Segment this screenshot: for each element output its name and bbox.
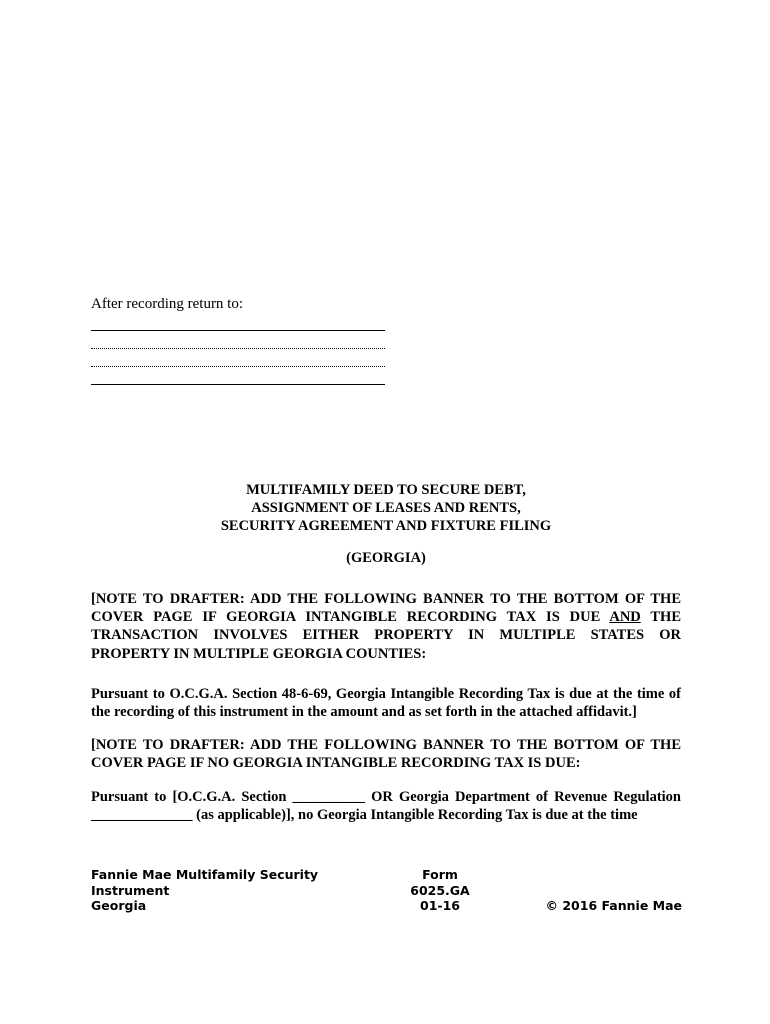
footer-copyright: © 2016 Fannie Mae: [545, 898, 682, 913]
return-address-line-2: [91, 348, 385, 349]
banner-tax-due: Pursuant to O.C.G.A. Section 48-6-69, Georgia Intangible Recording Tax is due at the time of the recording of this instrument in the amount and as set forth in the attached affidavit.]: [91, 686, 681, 721]
return-address-line-4: [91, 384, 385, 385]
title-line-1: MULTIFAMILY DEED TO SECURE DEBT,: [246, 482, 526, 498]
footer-left-line-2: Instrument: [91, 882, 170, 898]
note1-underlined-and: AND: [609, 609, 641, 626]
footer-mid-line-2: 6025.GA: [410, 882, 470, 898]
footer-form-number: [395, 867, 485, 914]
note1-text-after: THE TRANSACTION INVOLVES EITHER PROPERTY IN MULTIPLE STATES OR PROPERTY IN MULTIPLE GEORGIA COUNTIES:: [91, 609, 682, 662]
document-title: [91, 481, 681, 535]
title-line-3: SECURITY AGREEMENT AND FIXTURE FILING: [220, 518, 552, 534]
banner-no-tax-due: Pursuant to [O.C.G.A. Section __________ OR Georgia Department of Revenue Regulation ______________ (as applicable)], no Georgia Intangible Recording Tax is due at the time: [91, 789, 681, 824]
return-address-line-3: [91, 366, 385, 367]
footer-left-line-1: Fannie Mae Multifamily Security: [91, 867, 319, 882]
title-line-2: ASSIGNMENT OF LEASES AND RENTS,: [251, 500, 521, 516]
footer-instrument: [91, 867, 351, 914]
footer-mid-line-3: 01-16: [420, 898, 460, 913]
note1-text-before: [NOTE TO DRAFTER: ADD THE FOLLOWING BANNER TO THE BOTTOM OF THE COVER PAGE IF GEORGIA INTANGIBLE RECORDING TAX IS DUE: [91, 591, 681, 626]
drafter-note-2: [NOTE TO DRAFTER: ADD THE FOLLOWING BANNER TO THE BOTTOM OF THE COVER PAGE IF NO GEORGIA INTANGIBLE RECORDING TAX IS DUE:: [91, 737, 681, 772]
return-address-line-1: [91, 330, 385, 331]
return-to-label: After recording return to:: [91, 296, 244, 312]
state-label: (GEORGIA): [346, 550, 426, 566]
footer-mid-line-1: Form: [422, 867, 458, 882]
drafter-note-1: [91, 590, 681, 663]
footer-left-line-3: Georgia: [91, 898, 147, 913]
